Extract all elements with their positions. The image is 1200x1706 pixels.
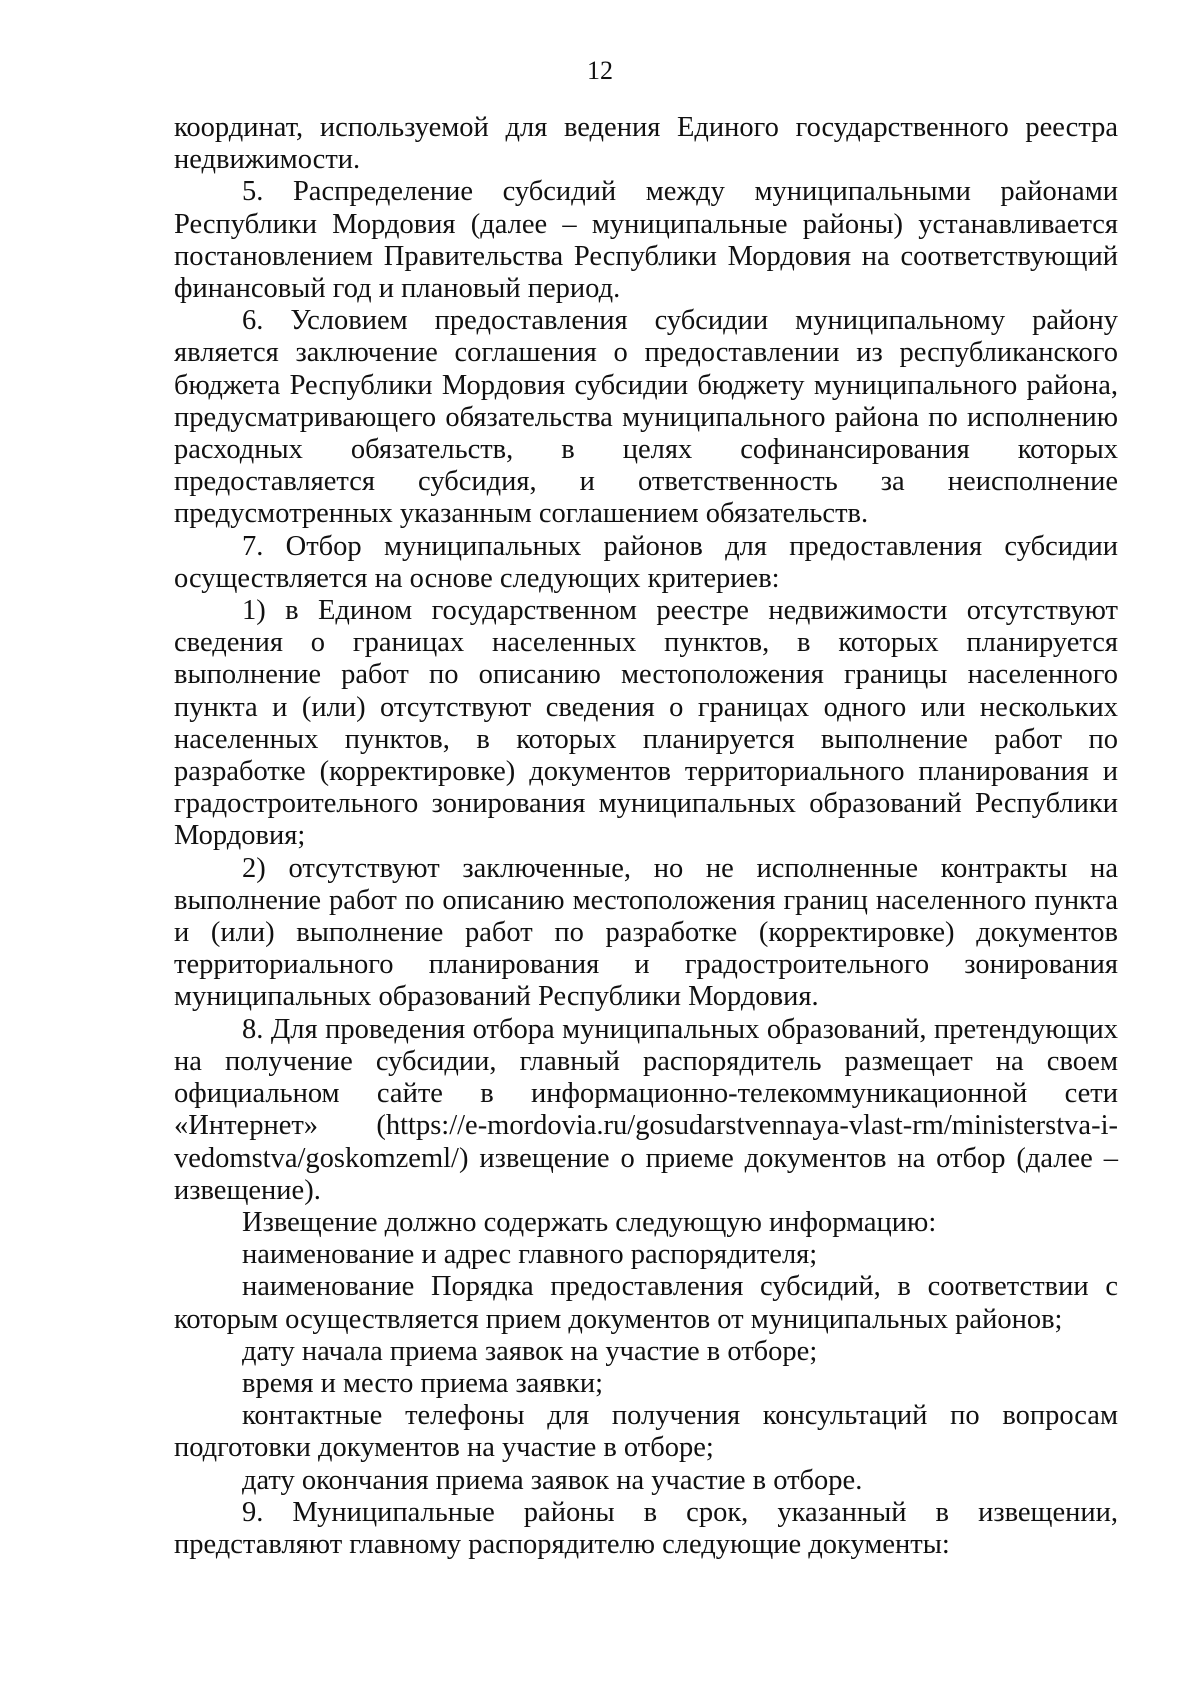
page-number: 12 <box>587 56 613 85</box>
document-body <box>174 112 1118 1561</box>
paragraph-item-7: 7. Отбор муниципальных районов для предоставления субсидии осуществляется на основе следующих критериев: <box>174 530 1118 594</box>
paragraph-item-5: 5. Распределение субсидий между муниципальными районами Республики Мордовия (далее – муниципальные районы) устанавливается постановлением Правительства Республики Мордовия на соответствующий финансовый год и плановый период. <box>174 176 1118 305</box>
criterion-2: 2) отсутствуют заключенные, но не исполненные контракты на выполнение работ по описанию местоположения границ населенного пункта и (или) выполнение работ по разработке (корректировке) документов территориального планирования и градостроительного зонирования муниципальных образований Республики Мордовия. <box>174 852 1118 1013</box>
notice-list-item: контактные телефоны для получения консультаций по вопросам подготовки документов на участие в отборе; <box>174 1400 1118 1464</box>
criterion-1: 1) в Едином государственном реестре недвижимости отсутствуют сведения о границах населенных пунктов, в которых планируется выполнение работ по описанию местоположения границы населенного пункта и (или) отсутствуют сведения о границах одного или нескольких населенных пунктов, в которых планируется выполнение работ по разработке (корректировке) документов территориального планирования и градостроительного зонирования муниципальных образований Республики Мордовия; <box>174 595 1118 852</box>
notice-list-item: время и место приема заявки; <box>242 1367 604 1399</box>
paragraph-item-9: 9. Муниципальные районы в срок, указанный в извещении, представляют главному распорядителю следующие документы: <box>174 1496 1118 1560</box>
notice-intro: Извещение должно содержать следующую информацию: <box>242 1206 937 1238</box>
notice-list-item: наименование Порядка предоставления субсидий, в соответствии с которым осуществляется прием документов от муниципальных районов; <box>174 1271 1118 1335</box>
notice-list-item: дату окончания приема заявок на участие в отборе. <box>242 1464 863 1496</box>
paragraph-item-6: 6. Условием предоставления субсидии муниципальному району является заключение соглашения о предоставлении из республиканского бюджета Республики Мордовия субсидии бюджету муниципального района, предусматривающего обязательства муниципального района по исполнению расходных обязательств, в целях софинансирования которых предоставляется субсидия, и ответственность за неисполнение предусмотренных указанным соглашением обязательств. <box>174 305 1118 530</box>
notice-list-item: наименование и адрес главного распорядителя; <box>242 1239 818 1271</box>
notice-list-item: дату начала приема заявок на участие в отборе; <box>242 1335 818 1367</box>
paragraph-item-8: 8. Для проведения отбора муниципальных образований, претендующих на получение субсидии, главный распорядитель размещает на своем официальном сайте в информационно-телекоммуникационной сети «Интернет» (https://e-mordovia.ru/gosudarstvennaya-vlast-rm/ministerstva-i-vedomstva/goskomzeml/) извещение о приеме документов на отбор (далее – извещение). <box>174 1013 1118 1206</box>
paragraph-continuation: координат, используемой для ведения Единого государственного реестра недвижимости. <box>174 112 1118 176</box>
